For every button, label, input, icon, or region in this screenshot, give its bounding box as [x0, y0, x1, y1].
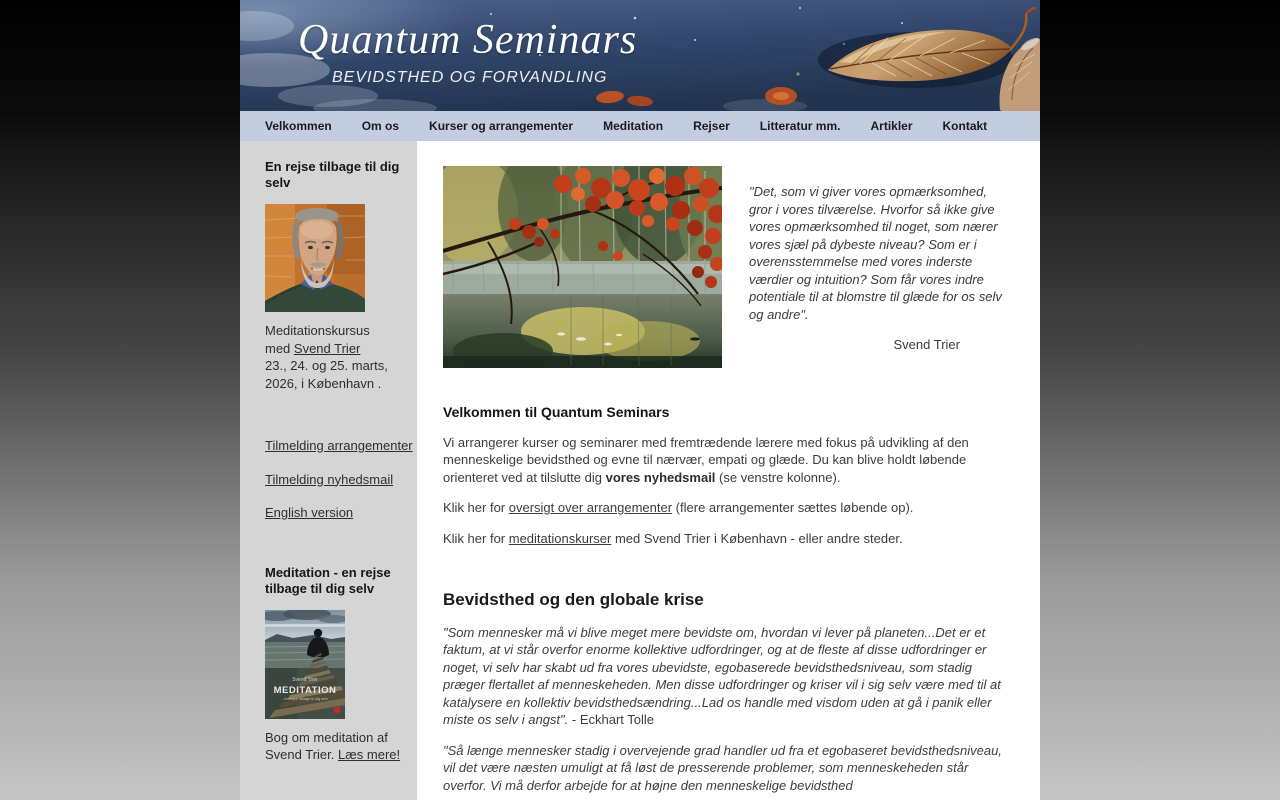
autumn-lake-photo [443, 166, 722, 368]
meditationskurser-link[interactable]: meditationskurser [508, 530, 612, 546]
book-cover-author: Svend Trier [292, 676, 318, 683]
site-title: Quantum Seminars [298, 17, 638, 63]
course-info [265, 322, 405, 392]
sidebar-book-heading: Meditation - en rejse tilbage til dig selv [265, 564, 391, 596]
main-nav [240, 111, 1040, 141]
meditation-book-cover [265, 610, 345, 719]
book-text: Bog om meditation af Svend Trier. [265, 729, 388, 762]
book-cover-subtitle: - en rejse tilbage til dig selv [282, 696, 328, 701]
site-header [240, 0, 1040, 111]
top-quote-block [749, 166, 1005, 368]
link1-suffix: (flere arrangementer sættes løbende op). [672, 500, 914, 515]
welcome-heading: Velkommen til Quantum Seminars [443, 404, 670, 420]
sidebar-links [265, 437, 413, 522]
link-tilmelding-arrangementer[interactable]: Tilmelding arrangementer [265, 438, 413, 453]
site-subtitle: BEVIDSTHED OG FORVANDLING [332, 69, 608, 86]
crisis-heading: Bevidsthed og den globale krise [443, 590, 704, 609]
page-container [240, 0, 1040, 800]
nyhedsmail-bold: vores nyhedsmail [605, 469, 716, 485]
link2-prefix: Klik her for [443, 530, 509, 546]
link1-prefix: Klik her for [443, 500, 509, 515]
top-quote-author: Svend Trier [893, 337, 960, 352]
welcome-paragraph [443, 434, 1005, 487]
nav-item-kontakt[interactable]: Kontakt [942, 119, 988, 133]
nav-item-meditation[interactable]: Meditation [603, 119, 664, 133]
eckhart-tolle-attribution: - Eckhart Tolle [568, 712, 655, 727]
meditationskurser-line [443, 530, 1005, 548]
welcome-paragraph-tail: (se venstre kolonne). [715, 469, 841, 485]
book-info [265, 729, 405, 764]
sidebar [240, 141, 417, 800]
course-line4: 2026, i København . [265, 375, 382, 391]
link-english-version[interactable]: English version [265, 505, 354, 520]
nav-item-artikler[interactable]: Artikler [870, 119, 913, 133]
oversigt-arrangementer-link[interactable]: oversigt over arrangementer [508, 500, 673, 515]
nav-item-om-os[interactable]: Om os [361, 119, 400, 133]
nav-item-litteratur[interactable]: Litteratur mm. [759, 119, 841, 133]
svend-trier-portrait-photo [265, 204, 365, 312]
crisis-quote2: "Så længe mennesker stadig i overvejende grad handler ud fra et egobaseret bevidsthedsniveau, vil det være næsten umuligt at få løst de presserende problemer, som menneskeheden står overfor. Vi må derfor arbejde for at højne den menneskelige bevidsthed [443, 742, 1002, 793]
nav-item-velkommen[interactable]: Velkommen [265, 119, 332, 133]
top-quote-text: "Det, som vi giver vores opmærksomhed, gror i vores tilværelse. Hvorfor så ikke give vores opmærksomhed til noget, som nærer vores sjæl på dybeste niveau? Som er i overensstemmelse med vores inderste værdier og intuition? Som får vores indre potentiale til at blomstre til glæde for os selv og andre". [749, 184, 1002, 322]
sidebar-course-heading: En rejse tilbage til dig selv [265, 159, 400, 190]
arrangementer-line [443, 499, 1005, 517]
course-line3: 23., 24. og 25. marts, [265, 358, 388, 373]
link-tilmelding-nyhedsmail[interactable]: Tilmelding nyhedsmail [265, 471, 394, 487]
laes-mere-link[interactable]: Læs mere! [337, 747, 401, 762]
nav-item-rejser[interactable]: Rejser [693, 119, 730, 133]
crisis-quote1-text: "Som mennesker må vi blive meget mere bevidste om, hvordan vi lever på planeten...Det er et faktum, at vi står overfor enorme kollektive udfordringer, og at de fleste af disse udfordringer er noget, vi selv har skabt ud fra vores ubevidste, egobaserede bevidsthedsniveau, som stadig præger flertallet af menneskeheden. Men disse udfordringer og kriser vil i sig selv være med til at katalysere en kollektiv bevidsthedsændring...Lad os handle med visdom uden at gå i panik eller miste os selv i angst". [443, 624, 1001, 727]
main-content [417, 141, 1040, 800]
crisis-quote1 [443, 624, 1005, 729]
course-line2-prefix: med [265, 340, 294, 356]
welcome-paragraph-text: Vi arrangerer kurser og seminarer med fremtrædende lærere med fokus på udvikling af den menneskelige bevidsthed og evne til nærvær, empati og glæde. Du kan blive holdt løbende orienteret ved at tilslutte dig [443, 434, 969, 485]
intro-row [443, 166, 1005, 368]
book-cover-title: MEDITATION [273, 684, 337, 696]
nav-item-kurser[interactable]: Kurser og arrangementer [429, 119, 574, 133]
svend-trier-link[interactable]: Svend Trier [293, 340, 361, 356]
link2-suffix: med Svend Trier i København - eller andre steder. [611, 530, 903, 546]
course-line1: Meditationskursus [265, 323, 370, 338]
